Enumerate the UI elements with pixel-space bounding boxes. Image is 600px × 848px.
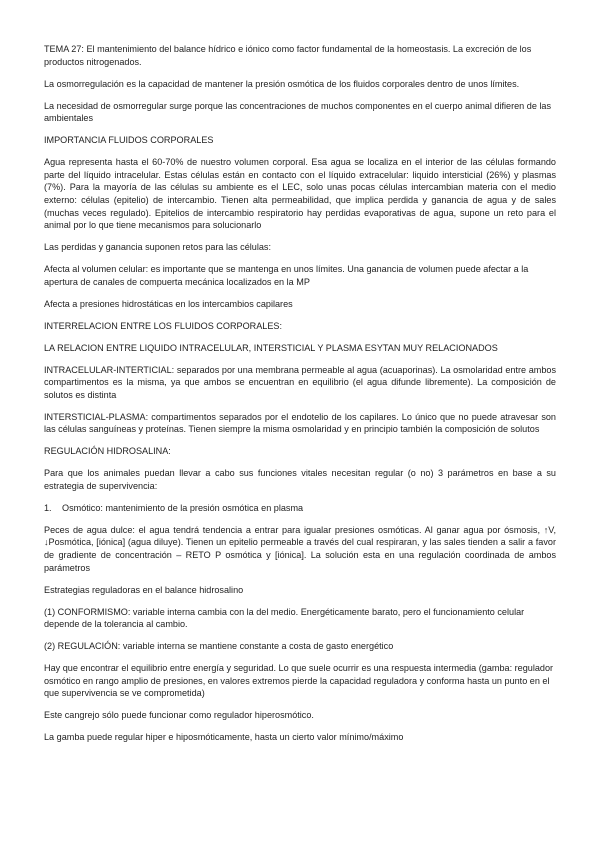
list-text: Osmótico: mantenimiento de la presión osmótica en plasma: [62, 502, 304, 513]
conformism-paragraph: (1) CONFORMISMO: variable interna cambia con la del medio. Energéticamente barato, pero el funcionamiento celular depende de la tolerancia al cambio.: [44, 606, 525, 630]
cell-volume-paragraph: Afecta al volumen celular: es importante que se mantenga en unos límites. Una ganancia de volumen puede afectar a la apertura de canales de compuerta mecánica localizados en la MP: [44, 264, 529, 287]
section-heading-hydrosaline: REGULACIÓN HIDROSALINA:: [44, 446, 171, 457]
osmoregulation-need: La necesidad de osmorregular surge porque las concentraciones de muchos componentes en el cuerpo animal difieren de las ambientales: [44, 100, 552, 124]
shrimp-paragraph: La gamba puede regular hiper e hiposmóticamente, hasta un cierto valor mínimo/máximo: [44, 732, 404, 743]
crab-paragraph: Este cangrejo sólo puede funcionar como regulador hiperosmótico.: [44, 710, 314, 721]
topic-title: TEMA 27: El mantenimiento del balance hídrico e iónico como factor fundamental de la homeostasis. La excreción de los productos nitrogenados.: [44, 44, 532, 67]
section-heading-interrelation: INTERRELACION ENTRE LOS FLUIDOS CORPORALES:: [44, 320, 283, 331]
strategies-heading: Estrategias reguladoras en el balance hidrosalino: [44, 584, 244, 595]
freshwater-fish-paragraph: Peces de agua dulce: el agua tendrá tendencia a entrar para igualar presiones osmóticas. Al ganar agua por ósmosis, ↑V, ↓Posmótica, [iónica] (agua diluye). Tienen un epitelio permeable a través del cual respiraran, y las sales tienden a salir a favor de gradiente de concentración – RETO P osmótica y [iónica]. La solución esta en una regulación coordinada de ambos parámetros: [44, 524, 556, 573]
regulation-paragraph: (2) REGULACIÓN: variable interna se mantiene constante a costa de gasto energético: [44, 641, 394, 652]
list-item-osmotic: [44, 502, 556, 515]
relation-statement: LA RELACION ENTRE LIQUIDO INTRACELULAR, INTERSTICIAL Y PLASMA ESYTAN MUY RELACIONADOS: [44, 342, 498, 353]
water-paragraph: Agua representa hasta el 60-70% de nuestro volumen corporal. Esa agua se localiza en el interior de las células formando parte del líquido intracelular. Estas células están en contacto con el líquido extracelular: liquido intersticial (26%) y plasmas (7%). Para la mayoría de las células su ambiente es el LEC, solo unas pocas células intercambian materia con el medio externo: células (epitelio) de intercambio. Tienen alta permeabilidad, que implica perdida y ganancia de agua y de sales (muchas veces regulado). Epitelios de intercambio respiratorio hay perdidas evaporativas de agua, supone un reto para el animal por lo que tiene mecanismos para solucionarlo: [44, 157, 556, 231]
regulation-intro: Para que los animales puedan llevar a cabo sus funciones vitales necesitan regular (o no) 3 parámetros en base a su estrategia de supervivencia:: [44, 468, 556, 491]
list-number: 1.: [44, 502, 52, 513]
section-heading-body-fluids: IMPORTANCIA FLUIDOS CORPORALES: [44, 135, 214, 146]
losses-gains-intro: Las perdidas y ganancia suponen retos para las células:: [44, 242, 271, 253]
interstitial-plasma-paragraph: INTERSTICIAL-PLASMA: compartimentos separados por el endotelio de los capilares. Lo único que no puede atravesar son las células sanguíneas y proteínas. Tienen siempre la misma osmolaridad y en principio también la composición de solutos: [44, 411, 556, 435]
osmoregulation-definition: La osmorregulación es la capacidad de mantener la presión osmótica de los fluidos corporales dentro de unos límites.: [44, 78, 520, 89]
hydrostatic-pressure-paragraph: Afecta a presiones hidrostáticas en los intercambios capilares: [44, 298, 293, 309]
intracellular-interstitial-paragraph: INTRACELULAR-INTERTICIAL: separados por una membrana permeable al agua (acuaporinas). La osmolaridad entre ambos compartimentos es la misma, ya que ambos se encuentran en equilibrio (el agua difunde libremente). La composición de solutos es distinta: [44, 364, 556, 400]
balance-paragraph: Hay que encontrar el equilibrio entre energía y seguridad. Lo que suele ocurrir es una respuesta intermedia (gamba: regulador osmótico en rango amplio de presiones, en valores extremos pierde la capacidad reguladora y conforma hasta un punto en el que supervivencia se ve comprometida): [44, 663, 554, 699]
